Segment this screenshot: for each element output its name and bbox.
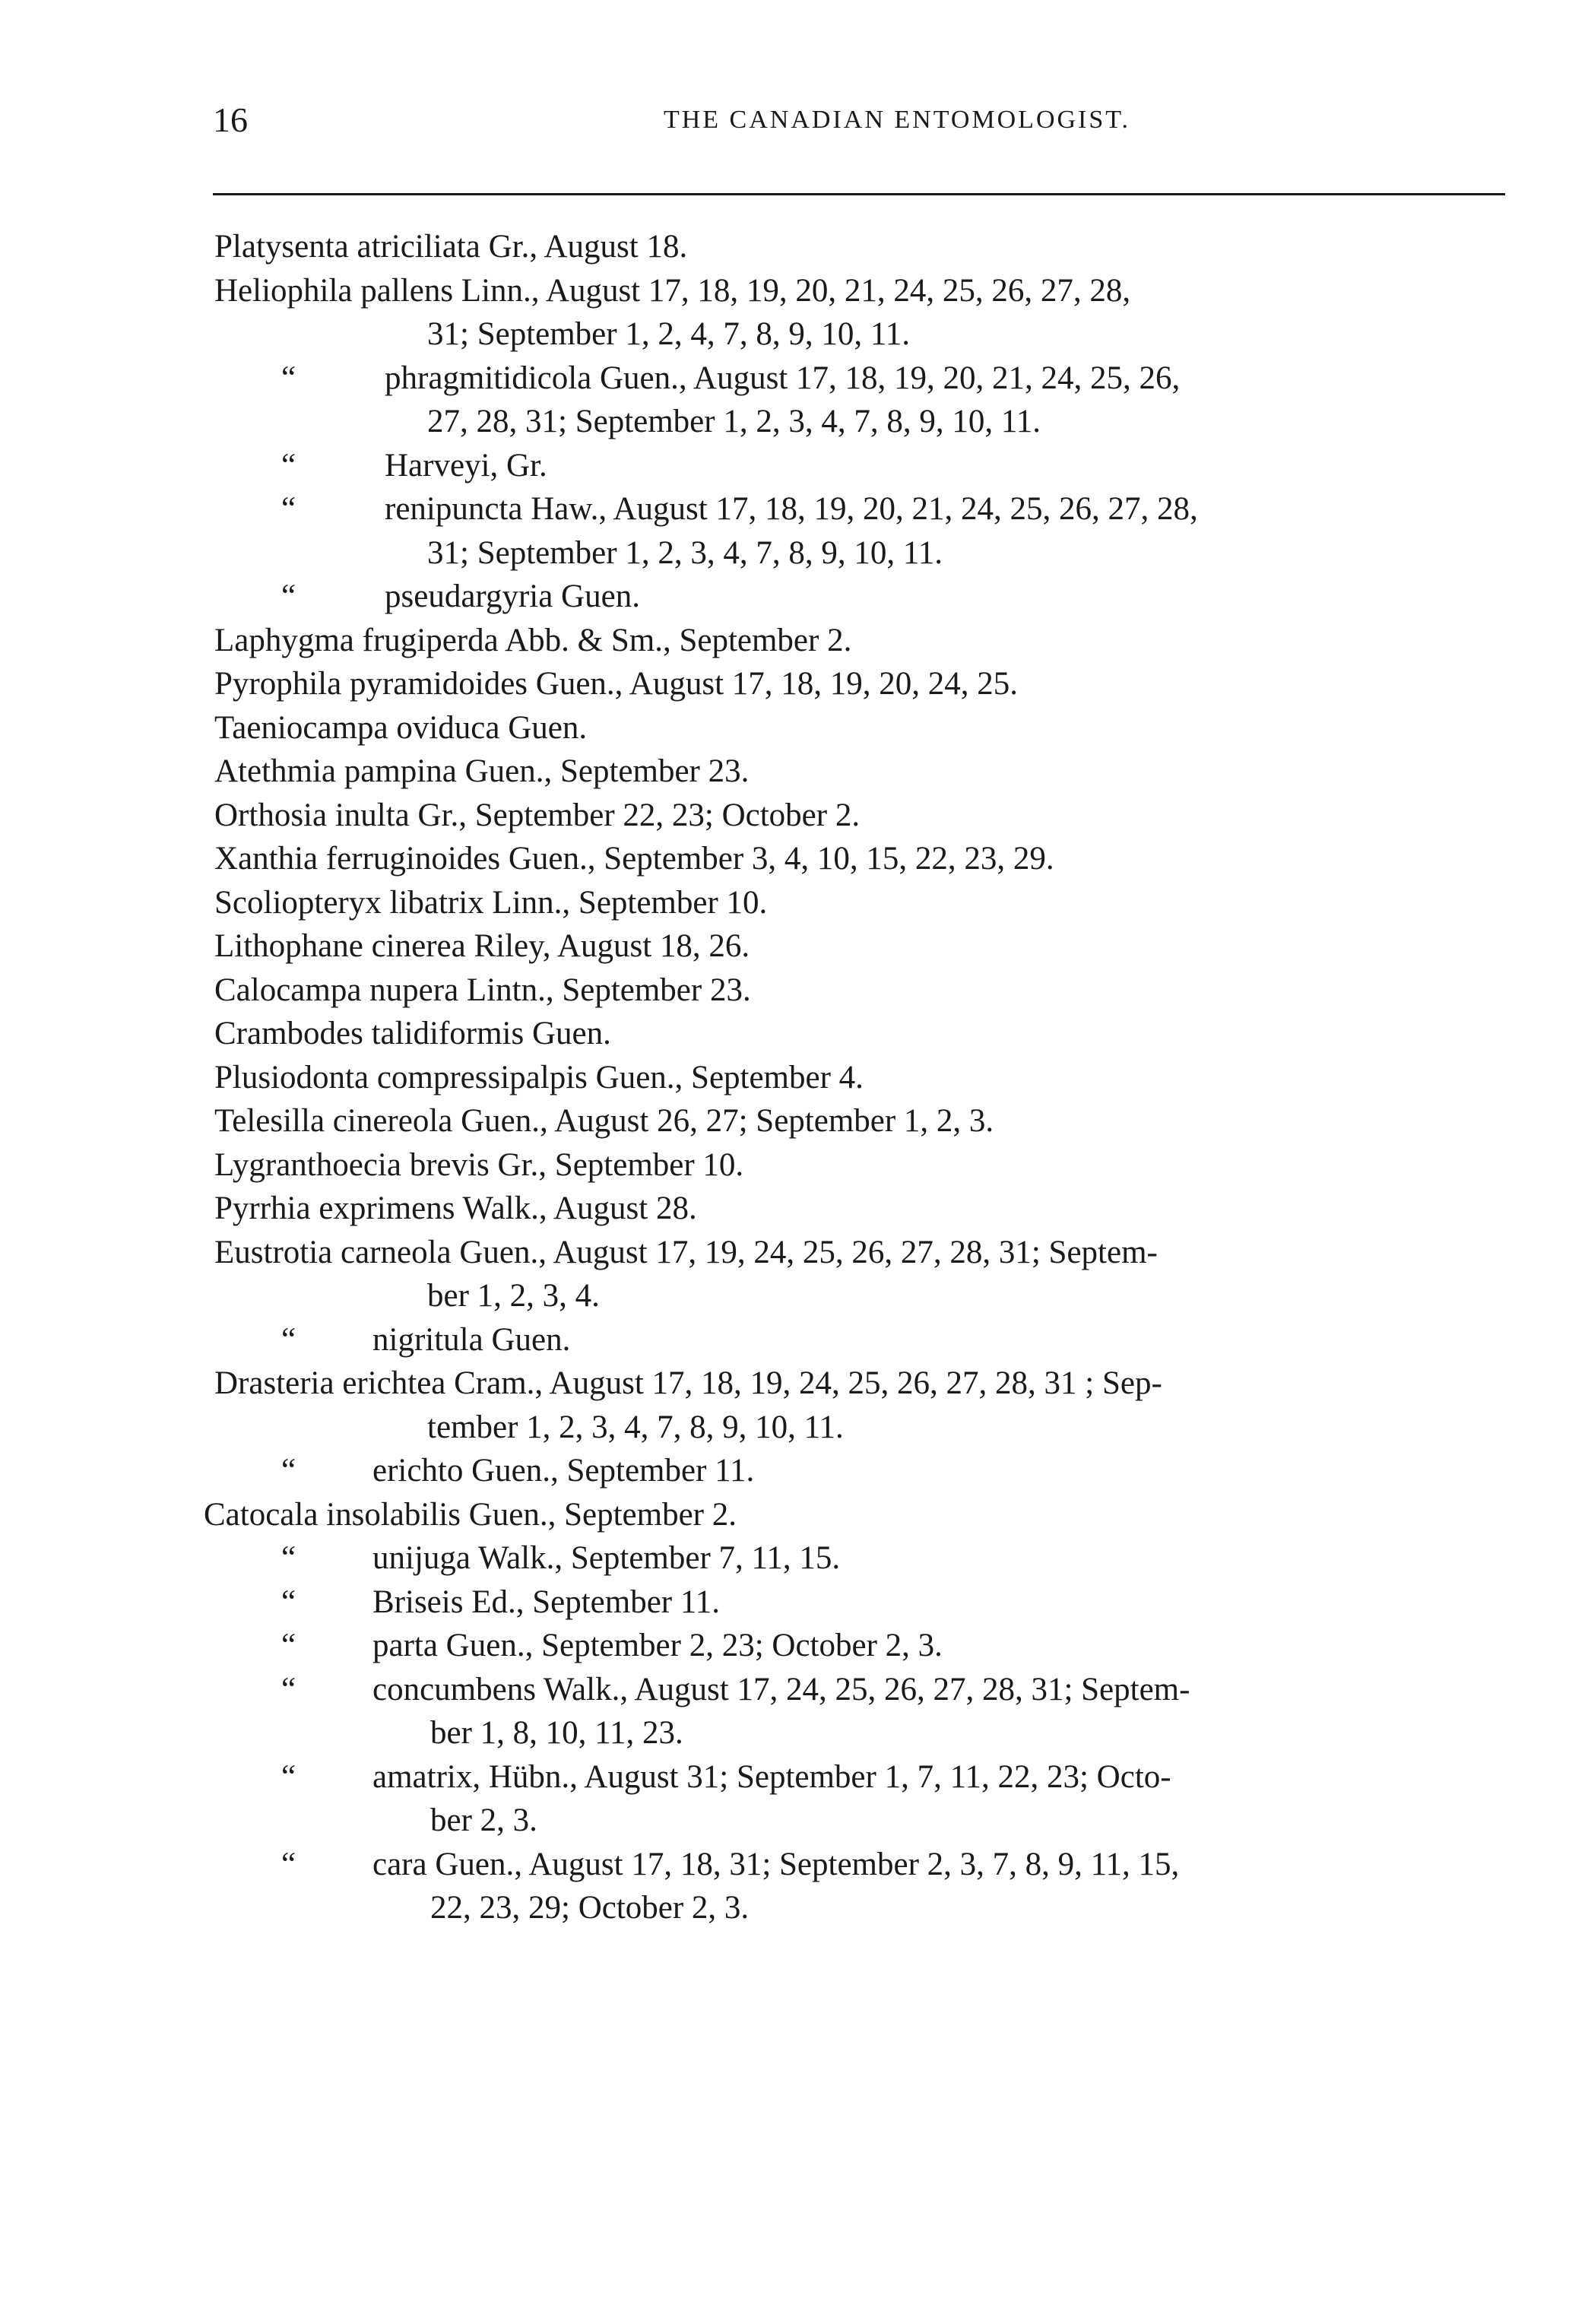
list-item: [0, 1187, 1513, 1231]
entry-line: Eustrotia carneola Guen., August 17, 19, 24, 25, 26, 27, 28, 31; Septem-: [214, 1234, 1158, 1270]
page-number: 16: [213, 100, 248, 139]
entry-line: concumbens Walk., August 17, 24, 25, 26, 27, 28, 31; Septem-: [372, 1671, 1190, 1707]
entry-line: Briseis Ed., September 11.: [372, 1584, 721, 1620]
list-item: [0, 662, 1513, 706]
list-item: [0, 1012, 1513, 1056]
entry-line: Laphygma frugiperda Abb. & Sm., September 2.: [214, 622, 852, 658]
entry-line: pseudargyria Guen.: [385, 579, 640, 614]
list-item: [0, 1493, 1513, 1537]
species-list: [0, 225, 1569, 1930]
list-item: [0, 1143, 1513, 1187]
entry-line: Plusiodonta compressipalpis Guen., September 4.: [214, 1059, 864, 1095]
entry-continuation: ber 1, 2, 3, 4.: [427, 1278, 600, 1314]
ditto-mark: “: [281, 1584, 296, 1620]
entry-line: renipuncta Haw., August 17, 18, 19, 20, 21, 24, 25, 26, 27, 28,: [385, 491, 1198, 527]
list-item: [0, 357, 1513, 444]
entry-line: Heliophila pallens Linn., August 17, 18, 19, 20, 21, 24, 25, 26, 27, 28,: [214, 272, 1131, 309]
page-header: [213, 97, 1505, 143]
entry-line: Lygranthoecia brevis Gr., September 10.: [214, 1146, 744, 1183]
entry-line: Telesilla cinereola Guen., August 26, 27; September 1, 2, 3.: [214, 1103, 994, 1139]
entry-line: Scoliopteryx libatrix Linn., September 10.: [214, 884, 768, 921]
list-item: [0, 1231, 1513, 1318]
entry-line: phragmitidicola Guen., August 17, 18, 19, 20, 21, 24, 25, 26,: [385, 360, 1181, 396]
list-item: [0, 575, 1513, 619]
ditto-mark: “: [281, 1453, 296, 1489]
entry-continuation: 22, 23, 29; October 2, 3.: [430, 1890, 750, 1926]
list-item: [0, 619, 1513, 663]
ditto-mark: “: [281, 1321, 296, 1358]
list-item: [0, 1624, 1513, 1668]
list-item: [0, 881, 1513, 925]
entry-continuation: 27, 28, 31; September 1, 2, 3, 4, 7, 8, 9, 10, 11.: [427, 404, 1041, 439]
entry-line: cara Guen., August 17, 18, 31; September 2, 3, 7, 8, 9, 11, 15,: [372, 1846, 1180, 1882]
entry-continuation: tember 1, 2, 3, 4, 7, 8, 9, 10, 11.: [427, 1409, 844, 1445]
ditto-mark: “: [281, 1628, 296, 1663]
list-item: [0, 794, 1513, 838]
entry-line: Calocampa nupera Lintn., September 23.: [214, 972, 751, 1008]
ditto-mark: “: [281, 1540, 296, 1576]
list-item: [0, 969, 1513, 1013]
entry-line: Catocala insolabilis Guen., September 2.: [204, 1496, 737, 1533]
entry-line: Drasteria erichtea Cram., August 17, 18, 19, 24, 25, 26, 27, 28, 31 ; Sep-: [214, 1365, 1162, 1401]
entry-line: Orthosia inulta Gr., September 22, 23; October 2.: [214, 797, 861, 833]
list-item: [0, 1362, 1513, 1449]
ditto-mark: “: [281, 491, 296, 527]
entry-line: Crambodes talidiformis Guen.: [214, 1016, 611, 1051]
ditto-mark: “: [281, 1758, 296, 1795]
list-item: [0, 750, 1513, 794]
list-item: [0, 1755, 1513, 1843]
entry-line: erichto Guen., September 11.: [372, 1453, 755, 1489]
list-item: [0, 269, 1513, 357]
list-item: [0, 924, 1513, 969]
list-item: [0, 1099, 1513, 1143]
entry-line: parta Guen., September 2, 23; October 2, 3.: [372, 1628, 943, 1663]
ditto-mark: “: [281, 579, 296, 614]
entry-line: amatrix, Hübn., August 31; September 1, 7, 11, 22, 23; Octo-: [372, 1758, 1171, 1795]
list-item: [0, 487, 1513, 575]
list-item: [0, 1668, 1513, 1755]
entry-line: Platysenta atriciliata Gr., August 18.: [214, 229, 688, 265]
header-rule: [213, 193, 1505, 195]
entry-line: Taeniocampa oviduca Guen.: [214, 709, 588, 746]
entry-line: Pyrrhia exprimens Walk., August 28.: [214, 1191, 697, 1226]
entry-continuation: 31; September 1, 2, 4, 7, 8, 9, 10, 11.: [427, 316, 910, 352]
list-item: [0, 1449, 1513, 1493]
ditto-mark: “: [281, 447, 296, 484]
entry-line: nigritula Guen.: [372, 1321, 571, 1358]
list-item: [0, 444, 1513, 488]
list-item: [0, 1581, 1513, 1625]
list-item: [0, 1056, 1513, 1100]
entry-continuation: ber 1, 8, 10, 11, 23.: [430, 1715, 683, 1751]
list-item: [0, 1318, 1513, 1362]
list-item: [0, 1843, 1513, 1930]
list-item: [0, 225, 1513, 269]
list-item: [0, 706, 1513, 750]
entry-continuation: ber 2, 3.: [430, 1802, 537, 1838]
entry-continuation: 31; September 1, 2, 3, 4, 7, 8, 9, 10, 11.: [427, 534, 943, 571]
entry-line: Pyrophila pyramidoides Guen., August 17, 18, 19, 20, 24, 25.: [214, 666, 1019, 702]
ditto-mark: “: [281, 360, 296, 396]
entry-line: Lithophane cinerea Riley, August 18, 26.: [214, 928, 750, 964]
entry-line: unijuga Walk., September 7, 11, 15.: [372, 1540, 841, 1576]
ditto-mark: “: [281, 1671, 296, 1707]
running-head: THE CANADIAN ENTOMOLOGIST.: [663, 106, 1131, 134]
list-item: [0, 1536, 1513, 1581]
entry-line: Harveyi, Gr.: [385, 447, 547, 484]
ditto-mark: “: [281, 1846, 296, 1882]
entry-line: Xanthia ferruginoides Guen., September 3, 4, 10, 15, 22, 23, 29.: [214, 841, 1054, 877]
list-item: [0, 837, 1513, 881]
entry-line: Atethmia pampina Guen., September 23.: [214, 753, 750, 789]
